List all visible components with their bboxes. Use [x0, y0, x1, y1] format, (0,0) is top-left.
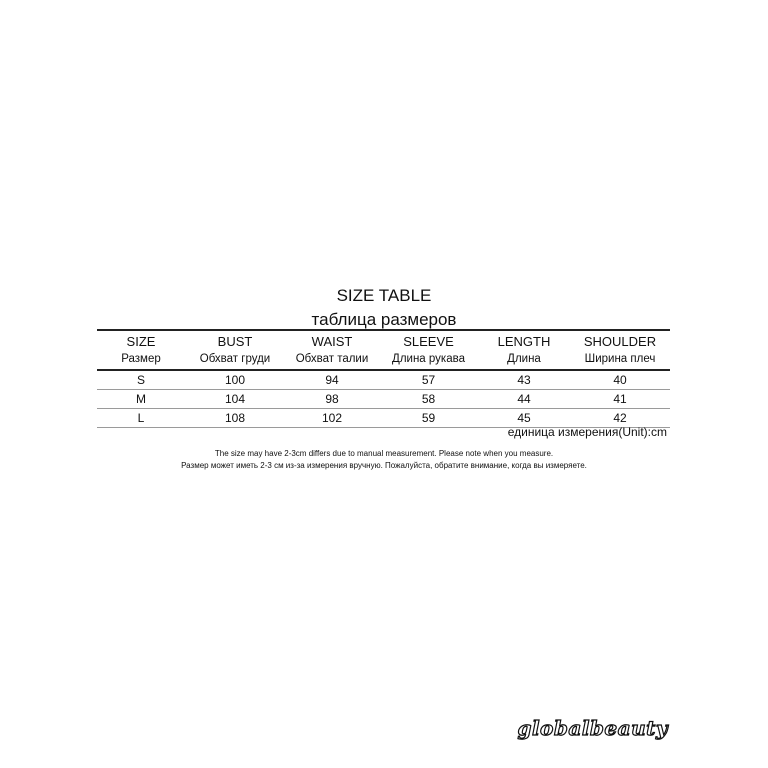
column-header-sleeve-ru: Длина рукава — [392, 353, 465, 365]
table-cell-bust: 100 — [185, 370, 285, 390]
table-cell-length: 45 — [478, 409, 570, 428]
table-cell-bust: 104 — [185, 390, 285, 409]
column-header-size: SIZE — [126, 334, 156, 349]
column-header-shoulder-ru: Ширина плеч — [584, 353, 656, 365]
table-cell-size: L — [97, 409, 185, 428]
column-header-size-ru: Размер — [121, 353, 161, 365]
measurement-note-russian: Размер может иметь 2-3 см из-за измерения вручную. Пожалуйста, обратите внимание, когда вы измеряете. — [181, 461, 587, 470]
table-cell-size: M — [97, 390, 185, 409]
header-row-russian — [97, 351, 670, 370]
table-cell-waist: 94 — [285, 370, 379, 390]
table-cell-bust: 108 — [185, 409, 285, 428]
column-header-shoulder: SHOULDER — [583, 334, 657, 349]
column-header-sleeve: SLEEVE — [403, 334, 454, 349]
table-cell-size: S — [97, 370, 185, 390]
size-table — [97, 329, 670, 428]
column-header-bust: BUST — [217, 334, 253, 349]
table-cell-waist: 102 — [285, 409, 379, 428]
column-header-bust-ru: Обхват груди — [199, 353, 271, 365]
table-cell-sleeve: 57 — [379, 370, 478, 390]
table-cell-shoulder: 42 — [570, 409, 670, 428]
table-cell-length: 43 — [478, 370, 570, 390]
table-cell-waist: 98 — [285, 390, 379, 409]
brand-watermark: globalbeauty — [517, 716, 668, 740]
table-cell-sleeve: 58 — [379, 390, 478, 409]
table-cell-shoulder: 41 — [570, 390, 670, 409]
header-row-english — [97, 330, 670, 351]
table-row — [97, 390, 670, 409]
column-header-length: LENGTH — [497, 334, 551, 349]
unit-note: единица измерения(Unit):cm — [507, 425, 667, 439]
size-table-title: SIZE TABLE — [336, 286, 432, 305]
column-header-waist: WAIST — [311, 334, 353, 349]
column-header-length-ru: Длина — [507, 353, 541, 365]
table-cell-length: 44 — [478, 390, 570, 409]
measurement-note-english: The size may have 2-3cm differs due to manual measurement. Please note when you measure. — [214, 449, 554, 458]
table-row — [97, 370, 670, 390]
table-cell-shoulder: 40 — [570, 370, 670, 390]
table-cell-sleeve: 59 — [379, 409, 478, 428]
size-chart-table — [97, 329, 670, 428]
column-header-waist-ru: Обхват талии — [295, 353, 369, 365]
size-table-subtitle: таблица размеров — [311, 310, 457, 329]
